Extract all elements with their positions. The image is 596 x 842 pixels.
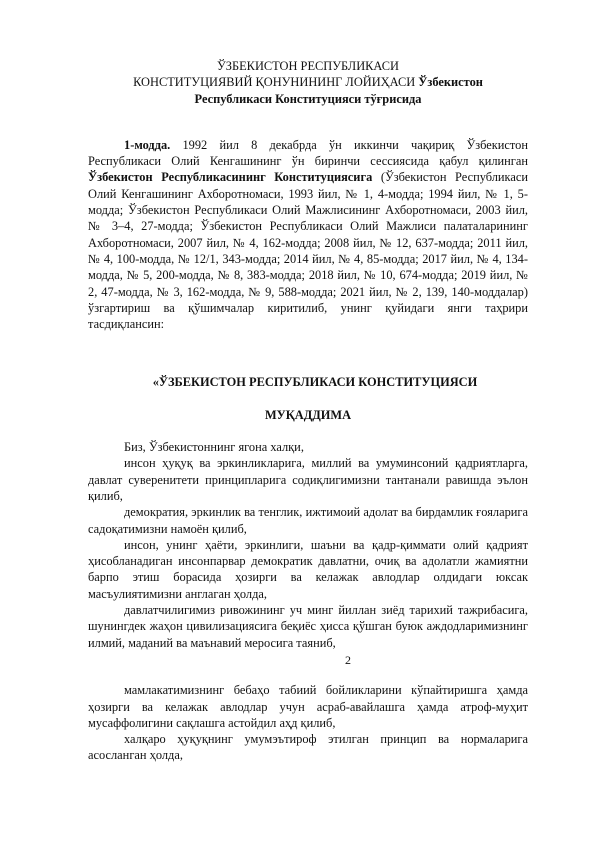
preamble-title: МУҚАДДИМА <box>264 407 352 422</box>
heading-line-3: Республикаси Конституцияси тўғрисида <box>194 91 422 106</box>
preamble-paragraph-2: инсон ҳуқуқ ва эркинликларига, миллий ва умуминсоний қадриятларга, давлат суверенитети принципларига содиқлигимизни тантанали равишда эълон қилиб, <box>88 456 528 503</box>
preamble-paragraph-4: инсон, унинг ҳаёти, эркинлиги, шаъни ва қадр-қиммати олий қадрият ҳисобланадиган инсонпарвар демократик давлатни, очиқ ва адолатли жамиятни барпо этиш борасида ҳозирги ва келажак авлодлар олдидаги юксак масъулиятимизни англаган ҳолда, <box>88 537 528 601</box>
heading-line-1: ЎЗБЕКИСТОН РЕСПУБЛИКАСИ <box>217 59 399 73</box>
article-1 <box>88 137 528 333</box>
preamble-paragraph-6: мамлакатимизнинг бебаҳо табиий бойликларини кўпайтиришга ҳамда ҳозирги ва келажак авлодлар учун асраб-авайлашга ҳамда атроф-муҳит мусаффолигини сақлашга астойдил аҳд қилиб, <box>88 683 528 730</box>
article-text-part-2: (Ўзбекистон Республикаси Олий Кенгашининг Ахборотномаси, 1993 йил, № 1, 4-модда; 1994 йил, № 1, 5-модда; Ўзбекистон Республикаси Олий Мажлисининг Ахборотномаси, 2003 йил, № 3–4, 27-модда; Ўзбекистон Республикаси Олий Мажлиси палаталарининг Ахборотномаси, 2007 йил, № 4, 162-модда; 2008 йил, № 12, 637-модда; 2011 йил, № 4, 100-модда, № 12/1, 343-модда; 2014 йил, № 4, 85-модда; 2017 йил, № 4, 134-модда, № 5, 200-модда, № 8, 383-модда; 2018 йил, № 10, 674-модда; 2019 йил, № 2, 47-модда, № 3, 162-модда, № 9, 588-модда; 2021 йил, № 2, 139, 140-моддалар) ўзгартириш ва қўшимчалар киритилиб, унинг қуйидаги янги таҳрири тасдиқлансин: <box>88 170 528 332</box>
page-number: 2 <box>345 652 351 667</box>
preamble-paragraph-3: демократия, эркинлик ва тенглик, ижтимоий адолат ва бирдамлик ғояларига садоқатимизни намоён қилиб, <box>88 505 528 536</box>
preamble-paragraph-1: Биз, Ўзбекистоннинг ягона халқи, <box>124 440 304 455</box>
heading-line-2-plain: КОНСТИТУЦИЯВИЙ ҚОНУНИНИНГ ЛОЙИҲАСИ <box>133 75 419 90</box>
preamble-paragraph-5: давлатчилигимиз ривожининг уч минг йиллан зиёд тарихий тажрибасига, шунингдек жаҳон цивилизациясига беқиёс ҳисса қўшган буюк аждодларимизнинг илмий, маданий ва маънавий меросига таяниб, <box>88 603 528 650</box>
law-heading <box>88 58 528 107</box>
article-text-part-1: 1992 йил 8 декабрда ўн иккинчи чақириқ Ўзбекистон Республикаси Олий Кенгашининг ўн биринчи сессиясида қабул қилинган <box>88 137 528 169</box>
heading-line-2 <box>88 74 528 90</box>
article-bold-phrase: Ўзбекистон Республикасининг Конституциясига <box>88 170 373 185</box>
preamble-paragraph-7: халқаро ҳуқуқнинг умумэътироф этилган принцип ва нормаларига асосланган ҳолда, <box>88 732 528 763</box>
article-label: 1-модда. <box>124 137 171 152</box>
constitution-title: «ЎЗБЕКИСТОН РЕСПУБЛИКАСИ КОНСТИТУЦИЯСИ <box>152 375 478 390</box>
heading-line-2-bold: Ўзбекистон <box>418 75 483 90</box>
